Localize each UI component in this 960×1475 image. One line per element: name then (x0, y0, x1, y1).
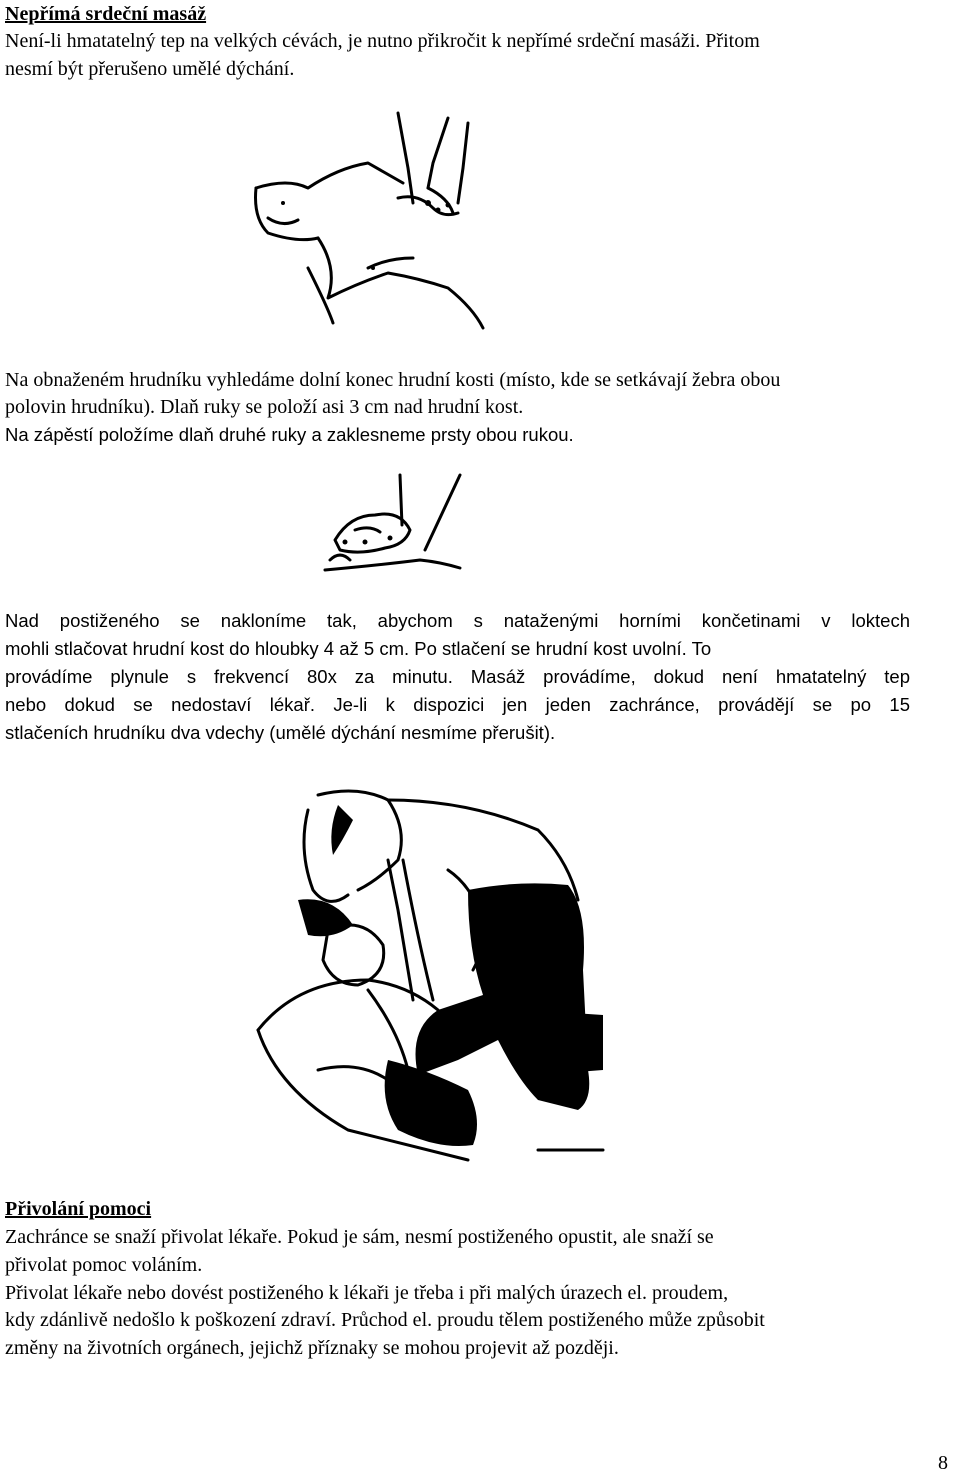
page-number: 8 (938, 1452, 948, 1474)
text-line: nebo dokud se nedostaví lékař. Je-li k dispozici jen jeden zachránce, provádějí se po 15 (5, 694, 910, 715)
text-line: Zachránce se snaží přivolat lékaře. Pokud je sám, nesmí postiženého opustit, ale snaží se (5, 1226, 714, 1248)
text-line: Není-li hmatatelný tep na velkých cévách, je nutno přikročit k nepřímé srdeční masáži. Přitom (5, 30, 760, 52)
section-heading-cardiac-massage: Nepřímá srdeční masáž (5, 3, 207, 25)
text-line: stlačeních hrudníku dva vdechy (umělé dýchání nesmíme přerušit). (5, 722, 556, 743)
text-line: kdy zdánlivě nedošlo k poškození zdraví. Průchod el. proudu tělem postiženého může způsobit (5, 1309, 765, 1331)
text-line: Přivolat lékaře nebo dovést postiženého k lékaři je třeba i při malých úrazech el. proudem, (5, 1282, 729, 1304)
text-line: nesmí být přerušeno umělé dýchání. (5, 58, 295, 80)
text-line: mohli stlačovat hrudní kost do hloubky 4 až 5 cm. Po stlačení se hrudní kost uvolní. To (5, 638, 712, 659)
text-line: změny na životních orgánech, jejichž příznaky se mohou projevit až později. (5, 1337, 619, 1359)
figure-hand-placement-on-chest (248, 108, 493, 333)
figure-rescuer-chest-compression (238, 770, 610, 1165)
text-line: Na obnaženém hrudníku vyhledáme dolní konec hrudní kosti (místo, kde se setkávají žebra obou (5, 369, 781, 391)
text-line: přivolat pomoc voláním. (5, 1254, 203, 1276)
text-line: provádíme plynule s frekvencí 80x za minutu. Masáž provádíme, dokud není hmatatelný tep (5, 666, 910, 687)
text-line: Nad postiženého se nakloníme tak, abychom s nataženými horními končetinami v loktech (5, 610, 910, 631)
figure-interlocked-hands (320, 470, 465, 585)
text-line: Na zápěstí položíme dlaň druhé ruky a zaklesneme prsty obou rukou. (5, 424, 574, 445)
section-heading-calling-help: Přivolání pomoci (5, 1198, 152, 1220)
text-line: polovin hrudníku). Dlaň ruky se položí asi 3 cm nad hrudní kost. (5, 396, 524, 418)
